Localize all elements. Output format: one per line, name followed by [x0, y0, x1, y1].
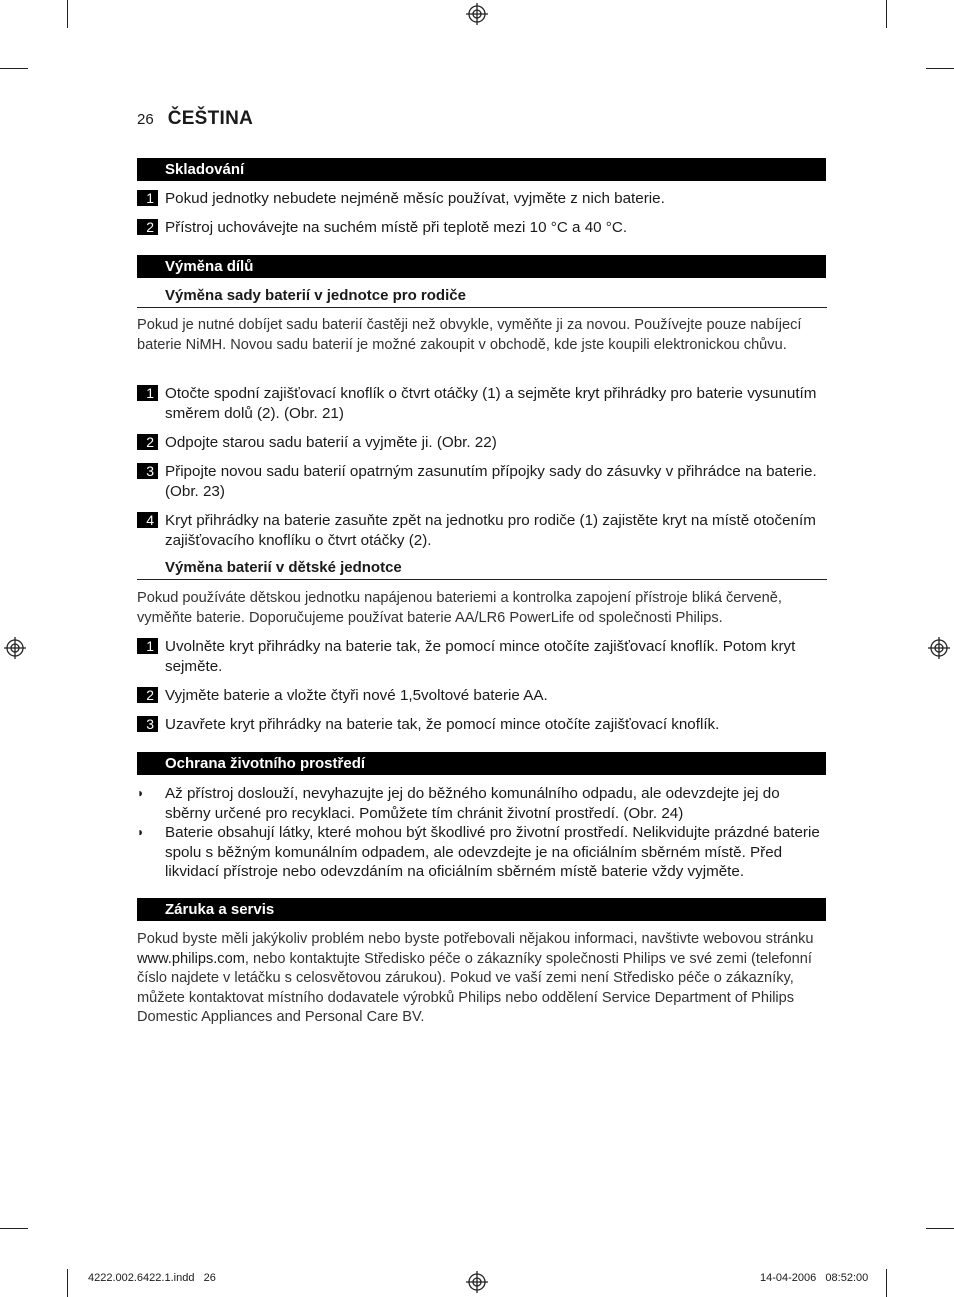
page-number: 26: [137, 111, 154, 128]
crop-mark: [886, 0, 887, 28]
step-number: 4: [137, 512, 158, 528]
step-text: Kryt přihrádky na baterie zasuňte zpět na jednotku pro rodiče (1) zajistěte kryt na místě otočením zajišťovacího knoflíku o čtvrt otáčky (2).: [165, 512, 816, 549]
crop-mark: [0, 68, 28, 69]
bullet-text: Baterie obsahují látky, které mohou být škodlivé pro životní prostředí. Nelikvidujte prázdné baterie spolu s běžným komunálním odpadem, ale odevzdejte je na oficiálním sběrném místě. Před likvidací přístroje nebo odevzdáním na oficiálním sběrném místě baterie vždy vyjměte.: [165, 824, 820, 880]
step-number: 1: [137, 190, 158, 206]
registration-crosshair-icon: [4, 637, 26, 659]
crop-mark: [926, 1228, 954, 1229]
step-number: 2: [137, 434, 158, 450]
footer-file-info: 4222.002.6422.1.indd 26: [88, 1272, 216, 1284]
footer-timestamp: 14-04-2006 08:52:00: [760, 1272, 869, 1284]
section-title-environment: Ochrana životního prostředí: [137, 752, 826, 775]
language-title: ČEŠTINA: [167, 108, 254, 129]
step-text: Vyjměte baterie a vložte čtyři nové 1,5voltové baterie AA.: [165, 687, 548, 704]
step-number: 3: [137, 463, 158, 479]
step-item: [137, 462, 827, 501]
step-item: [137, 715, 827, 735]
registration-crosshair-icon: [466, 1271, 488, 1293]
page-header: [137, 108, 253, 130]
paragraph-parent-intro: Pokud je nutné dobíjet sadu baterií častěji než obvykle, vyměňte ji za novou. Používejte pouze nabíjecí baterie NiMH. Novou sadu baterií je možné zakoupit v obchodě, kde jste koupili elektronickou chůvu.: [137, 317, 802, 353]
step-number: 2: [137, 687, 158, 703]
bullet-text: Až přístroj doslouží, nevyhazujte jej do běžného komunálního odpadu, ale odevzdejte jej do sběrny určené pro recyklaci. Pomůžete tím chránit životní prostředí. (Obr. 24): [165, 785, 780, 822]
step-text: Uvolněte kryt přihrádky na baterie tak, že pomocí mince otočíte zajišťovací knoflík. Potom kryt sejměte.: [165, 638, 796, 675]
step-item: [137, 433, 827, 453]
warranty-text-before: Pokud byste měli jakýkoliv problém nebo byste potřebovali nějakou informaci, navštivte webovou stránku: [137, 931, 814, 947]
step-number: 3: [137, 716, 158, 732]
step-text: Odpojte starou sadu baterií a vyjměte ji. (Obr. 22): [165, 434, 497, 451]
paragraph-warranty: [137, 930, 817, 1028]
subsection-title-child-unit: Výměna baterií v dětské jednotce: [137, 559, 827, 580]
step-text: Uzavřete kryt přihrádky na baterie tak, že pomocí mince otočíte zajišťovací knoflík.: [165, 716, 720, 733]
step-item: [137, 637, 827, 676]
step-item: [137, 218, 827, 238]
bullet-item: [137, 823, 827, 882]
crop-mark: [0, 1228, 28, 1229]
step-text: Pokud jednotky nebudete nejméně měsíc používat, vyjměte z nich baterie.: [165, 190, 665, 207]
bullet-icon: ◗: [137, 786, 145, 800]
step-item: [137, 511, 827, 550]
subsection-title-parent-unit: Výměna sady baterií v jednotce pro rodiče: [137, 287, 827, 308]
warranty-text-after: , nebo kontaktujte Středisko péče o zákazníky společnosti Philips ve své zemi (telefonní číslo najdete v letáčku s celosvětovou zárukou). Pokud ve vaší zemi není Středisko péče o zákazníky, můžete kontaktovat místního dodavatele výrobků Philips nebo oddělení Service Department of Philips Domestic Appliances and Personal Care BV.: [137, 950, 812, 1025]
philips-website-link[interactable]: www.philips.com: [137, 950, 245, 967]
step-item: [137, 384, 827, 423]
section-title-storage: Skladování: [137, 158, 826, 181]
bullet-item: [137, 784, 827, 823]
step-text: Připojte novou sadu baterií opatrným zasunutím přípojky sady do zásuvky v přihrádce na baterie. (Obr. 23): [165, 463, 817, 500]
section-title-replacement: Výměna dílů: [137, 255, 826, 278]
registration-crosshair-icon: [466, 3, 488, 25]
section-title-warranty: Záruka a servis: [137, 898, 826, 921]
step-number: 1: [137, 638, 158, 654]
crop-mark: [926, 68, 954, 69]
step-text: Otočte spodní zajišťovací knoflík o čtvrt otáčky (1) a sejměte kryt přihrádky pro baterie vysunutím směrem dolů (2). (Obr. 21): [165, 385, 817, 422]
step-number: 1: [137, 385, 158, 401]
step-item: [137, 686, 827, 706]
paragraph-child-intro: Pokud používáte dětskou jednotku napájenou bateriemi a kontrolka zapojení přístroje bliká červeně, vyměňte baterie. Doporučujeme používat baterie AA/LR6 PowerLife od společnosti Philips.: [137, 590, 782, 626]
step-number: 2: [137, 219, 158, 235]
crop-mark: [886, 1269, 887, 1297]
registration-crosshair-icon: [928, 637, 950, 659]
crop-mark: [67, 1269, 68, 1297]
step-item: [137, 189, 827, 209]
crop-mark: [67, 0, 68, 28]
step-text: Přístroj uchovávejte na suchém místě při teplotě mezi 10 °C a 40 °C.: [165, 219, 628, 236]
bullet-icon: ◗: [137, 825, 145, 839]
